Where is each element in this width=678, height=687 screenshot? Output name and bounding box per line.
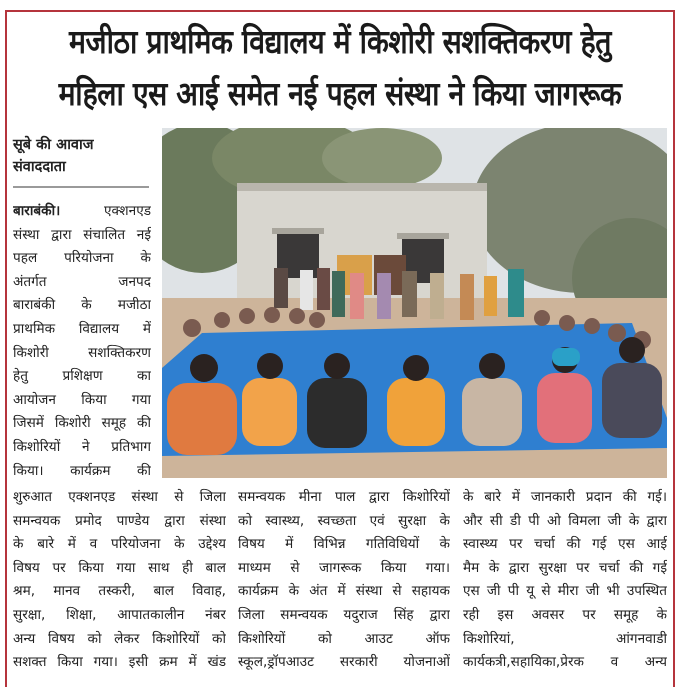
text-line: मैम के द्वारा सुरक्षा पर चर्चा की गई bbox=[463, 559, 667, 576]
byline-source: सूबे की आवाज bbox=[13, 137, 94, 153]
headline-line-2: महिला एस आई समेत नई पहल संस्था ने किया जागरूक bbox=[58, 74, 622, 113]
text-line: कार्यक्रम के अंत में संस्था से सहायक bbox=[238, 583, 450, 600]
text-line: स्वास्थ्य पर चर्चा की गई एस आई bbox=[463, 536, 667, 553]
text-line: किशोरी सशक्तिकरण bbox=[13, 344, 151, 361]
byline bbox=[13, 134, 153, 178]
text-line: सुरक्षा, शिक्षा, आपातकालीन नंबर bbox=[13, 606, 226, 623]
text-line: एक्शनएड bbox=[103, 203, 151, 219]
text-line: किशोरियों ने प्रतिभाग bbox=[13, 438, 151, 455]
text-line: कार्यकत्री,सहायिका,प्रेरक व अन्य bbox=[463, 654, 667, 671]
text-line: समन्वयक मीना पाल द्वारा किशोरियों bbox=[238, 489, 450, 505]
text-line: विषय पर किया गया साथ ही बाल bbox=[13, 559, 226, 576]
text-line: एस जी पी यू से मीरा जी भी उपस्थित bbox=[463, 583, 667, 600]
article-photo bbox=[162, 128, 667, 478]
text-line: श्रम, मानव तस्करी, बाल विवाह, bbox=[13, 583, 226, 600]
text-line: हेतु प्रशिक्षण का bbox=[13, 368, 151, 385]
text-line: अंतर्गत जनपद bbox=[13, 273, 151, 290]
article-column-1-top bbox=[13, 200, 151, 483]
text-line: अन्य विषय को लेकर किशोरियों को bbox=[13, 630, 226, 647]
text-line: किया। कार्यक्रम की bbox=[13, 462, 151, 479]
text-line: शुरुआत एक्शनएड संस्था से जिला bbox=[13, 489, 226, 505]
text-line: जिसमें किशोरी समूह की bbox=[13, 415, 151, 432]
text-line: विषय में विभिन्न गतिविधियों के bbox=[238, 536, 450, 553]
text-line: पहल परियोजना के bbox=[13, 250, 151, 267]
text-line: आयोजन किया गया bbox=[13, 391, 151, 408]
text-line: और सी डी पी ओ विमला जी के द्वारा bbox=[463, 512, 667, 529]
text-line: को स्वास्थ्य, स्वच्छता एवं सुरक्षा के bbox=[238, 512, 450, 529]
article-column-2 bbox=[238, 486, 450, 675]
text-line: रही इस अवसर पर समूह के bbox=[463, 606, 667, 623]
headline bbox=[10, 16, 670, 120]
text-line: किशोरियों को आउट ऑफ bbox=[238, 630, 450, 647]
text-line: बाराबंकी के मजीठा bbox=[13, 297, 151, 314]
text-line: प्राथमिक विद्यालय में bbox=[13, 320, 151, 337]
text-line: सशक्त किया गया। इसी क्रम में खंड bbox=[13, 654, 226, 671]
headline-line-1: मजीठा प्राथमिक विद्यालय में किशोरी सशक्तिकरण हेतु bbox=[69, 22, 611, 61]
byline-divider bbox=[13, 186, 149, 188]
photo-illustration bbox=[162, 128, 667, 478]
text-line: स्कूल,ड्रॉपआउट सरकारी योजनाओं bbox=[238, 654, 450, 671]
text-line: संस्था द्वारा संचालित नई bbox=[13, 226, 151, 243]
text-line: के बारे में जानकारी प्रदान की गई। bbox=[463, 489, 667, 505]
text-line: के बारे में व परियोजना के उद्देश्य bbox=[13, 536, 226, 553]
text-line: जिला समन्वयक यदुराज सिंह द्वारा bbox=[238, 606, 450, 623]
byline-role: संवाददाता bbox=[13, 159, 66, 175]
article-column-3 bbox=[463, 486, 667, 675]
text-line: समन्वयक प्रमोद पाण्डेय द्वारा संस्था bbox=[13, 512, 226, 529]
dateline: बाराबंकी। bbox=[13, 203, 61, 219]
text-line: माध्यम से जागरूक किया गया। bbox=[238, 559, 450, 576]
text-line: किशोरियां, आंगनवाडी bbox=[463, 630, 667, 647]
article-column-1-bottom bbox=[13, 486, 226, 675]
